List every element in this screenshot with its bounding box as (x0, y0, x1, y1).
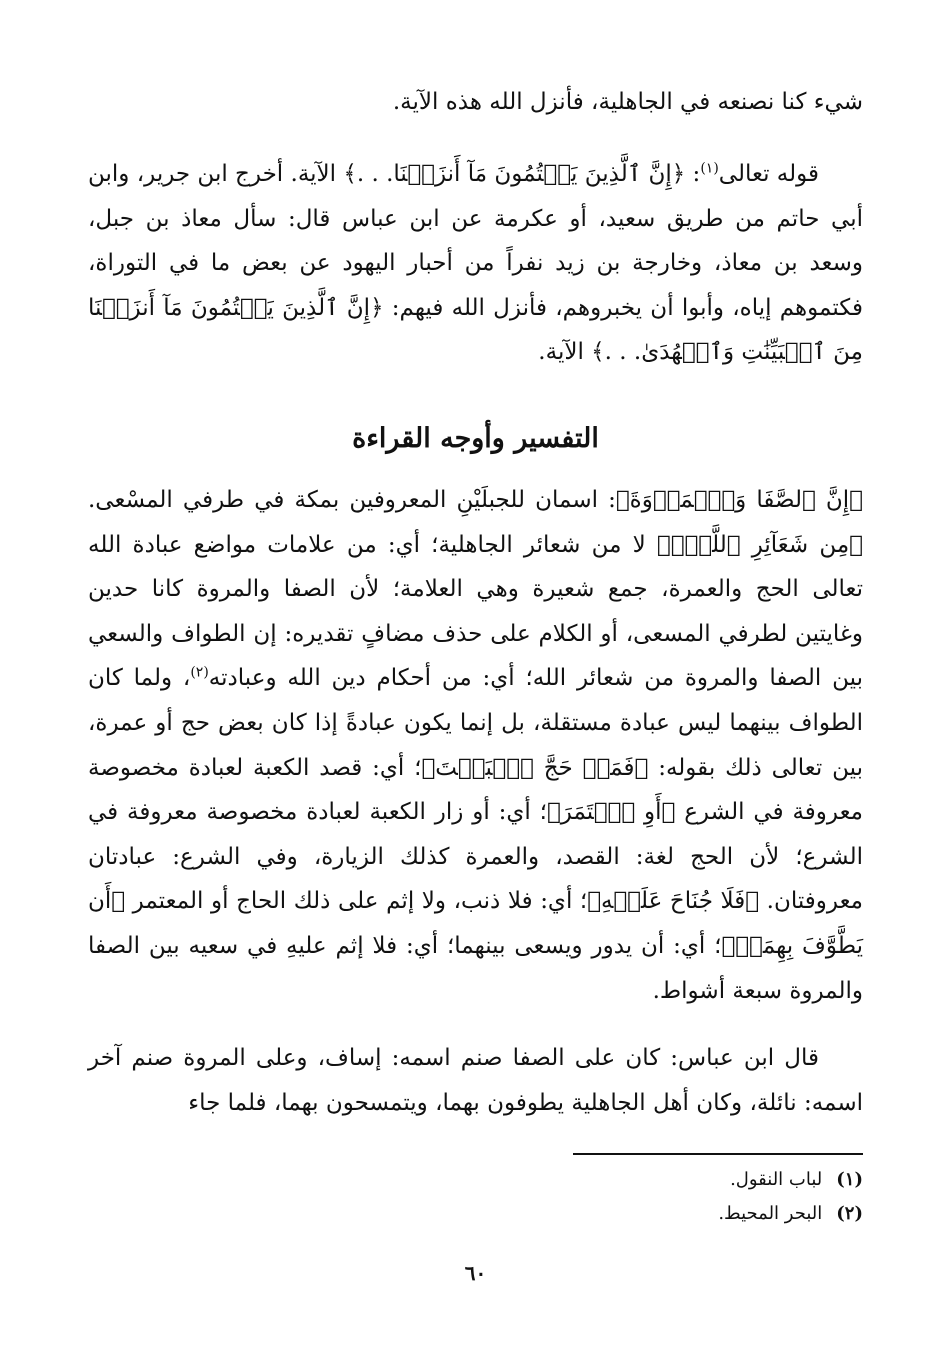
paragraph-text: ، ولما كان الطواف بينهما ليس عبادة مستقلة، بل إنما يكون عبادةً إذا كان بعض حج أو عمرة، بين تعالى ذلك بقوله: ﴿فَمَنۡ حَجَّ ٱلۡبَيۡتَ﴾؛ أي: قصد الكعبة لعبادة مخصوصة معروفة في الشرع ﴿أَوِ ٱعۡتَمَرَ﴾؛ أي: أو زار الكعبة لعبادة مخصوصة معروفة في الشرع؛ لأن الحج لغة: القصد، والعمرة كذلك الزيارة، وفي الشرع: عبادتان معروفتان. ﴿فَلَا جُنَاحَ عَلَيۡهِ﴾؛ أي: فلا ذنب، ولا إثم على ذلك الحاج أو المعتمر ﴿أَن يَطَّوَّفَ بِهِمَاۚ﴾؛ أي: أن يدور ويسعى بينهما؛ أي: فلا إثم عليهِ في سعيه بين الصفا والمروة سبعة أشواط. (88, 665, 863, 1004)
footnote-text: لباب النقول. (730, 1169, 823, 1190)
intro-text: شيء كنا نصنعه في الجاهلية، فأنزل الله هذه الآية. (392, 89, 863, 115)
page-number: ٦٠ (464, 1261, 487, 1285)
paragraph-text: ﴿إِنَّ ٱلصَّفَا وَٱلۡمَرۡوَةَ﴾: اسمان للجبلَيْنِ المعروفين بمكة في طرفي المسْعى. ﴿مِن شَعَآئِرِ ٱللَّهِۖ﴾ لا من شعائر الجاهلية؛ أي: من علامات مواضع عبادة الله تعالى الحج والعمرة، جمع شعيرة وهي العلامة؛ لأن الصفا والمروة كانا حدين وغايتين لطرفي المسعى، أو الكلام على حذف مضافٍ تقديره: إن الطواف والسعي بين الصفا والمروة من شعائر الله؛ أي: من أحكام دين الله وعبادته (88, 487, 863, 692)
paragraph-tafsir (88, 478, 863, 1013)
footnotes (263, 1163, 863, 1231)
intro-paragraph (88, 80, 863, 125)
footnote-number: (٢) (836, 1203, 863, 1224)
paragraph-text: قوله تعالى (718, 161, 819, 187)
footnote-text: البحر المحيط. (718, 1203, 823, 1224)
section-heading: التفسير وأوجه القراءة (352, 423, 599, 454)
footnote-item (263, 1197, 863, 1231)
footnote-ref-2: (٢) (190, 664, 209, 681)
paragraph-text: قال ابن عباس: كان على الصفا صنم اسمه: إساف، وعلى المروة صنم آخر اسمه: نائلة، وكان أهل الجاهلية يطوفون بهما، ويتمسحون بهما، فلما جاء (88, 1045, 863, 1116)
footnote-divider (573, 1153, 863, 1155)
footnote-ref-1: (١) (700, 160, 719, 177)
paragraph-revelation-cause (88, 152, 863, 375)
footnote-number: (١) (836, 1169, 863, 1190)
paragraph-text: : ﴿إِنَّ ٱلَّذِينَ يَكۡتُمُونَ مَآ أَنزَلۡنَا. . .﴾ الآية. أخرج ابن جرير، وابن أبي حاتم من طريق سعيد، أو عكرمة عن ابن عباس قال: سأل معاذ بن جبل، وسعد بن معاذ، وخارجة بن زيد نفراً من أحبار اليهود عن بعض ما في التوراة، فكتموهم إياه، وأبوا أن يخبروهم، فأنزل الله فيهم: ﴿إِنَّ ٱلَّذِينَ يَكۡتُمُونَ مَآ أَنزَلۡنَا مِنَ ٱلۡبَيِّنَٰتِ وَٱلۡهُدَىٰ. . .﴾ الآية. (87, 161, 863, 366)
footnote-item (263, 1163, 863, 1197)
paragraph-ibn-abbas (88, 1036, 863, 1125)
